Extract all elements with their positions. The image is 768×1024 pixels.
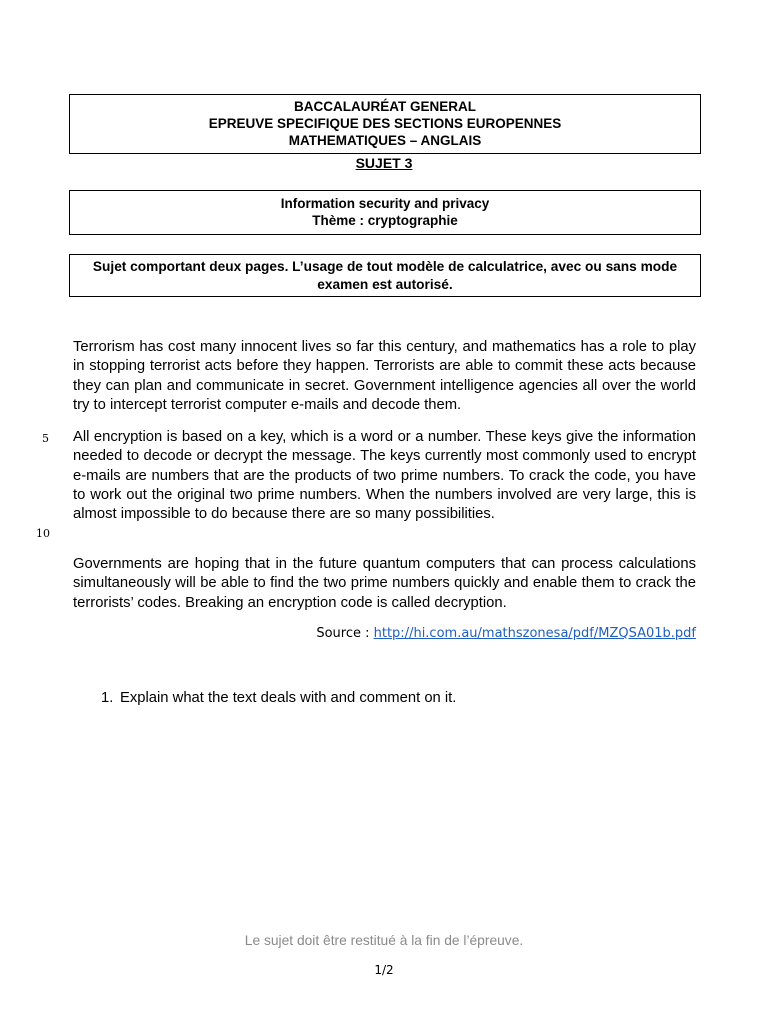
theme-title: Information security and privacy: [280, 196, 490, 211]
source-label: Source :: [316, 626, 374, 641]
paragraph-1: Terrorism has cost many innocent lives so far this century, and mathematics has a role to play in stopping terrorist acts before they happen. Terrorists are able to commit these acts because they can plan and communicate in secret. Government intelligence agencies all over the world try to intercept terrorist computer e-mails and decode them.: [73, 339, 696, 413]
notice-box: [69, 254, 701, 297]
theme-box: [69, 190, 701, 235]
paragraph-3: Governments are hoping that in the future quantum computers that can process calculations simultaneously will be able to find the two prime numbers quickly and enable them to crack the terrorists’ codes. Breaking an encryption code is called decryption.: [73, 556, 696, 611]
line-number-10: 10: [36, 527, 50, 540]
theme-subtitle: Thème : cryptographie: [312, 213, 458, 228]
source-link[interactable]: http://hi.com.au/mathszonesa/pdf/MZQSA01b.pdf: [373, 626, 696, 641]
exam-header-line-1: BACCALAURÉAT GENERAL: [294, 99, 476, 114]
notice-text: Sujet comportant deux pages. L’usage de tout modèle de calculatrice, avec ou sans mode examen est autorisé.: [92, 259, 678, 292]
exam-header-line-2: EPREUVE SPECIFIQUE DES SECTIONS EUROPENNES: [208, 116, 562, 131]
line-number-5: 5: [42, 432, 49, 445]
sujet-title: SUJET 3: [355, 155, 413, 171]
question-1: [101, 689, 456, 708]
page-number: 1/2: [374, 963, 394, 977]
exam-header-box: [69, 94, 701, 154]
question-text: Explain what the text deals with and comment on it.: [120, 690, 457, 706]
paragraph-2: All encryption is based on a key, which is a word or a number. These keys give the information needed to decode or decrypt the message. The keys currently most commonly used to encrypt e-mails are numbers that are the products of two prime numbers. To crack the code, you have to work out the original two prime numbers. When the numbers involved are very large, this is almost impossible to do because there are so many possibilities.: [73, 429, 696, 523]
footer-note: Le sujet doit être restitué à la fin de l’épreuve.: [244, 933, 524, 948]
exam-header-line-3: MATHEMATIQUES – ANGLAIS: [288, 133, 482, 148]
source-citation: [316, 626, 696, 641]
question-number: 1.: [101, 690, 114, 706]
